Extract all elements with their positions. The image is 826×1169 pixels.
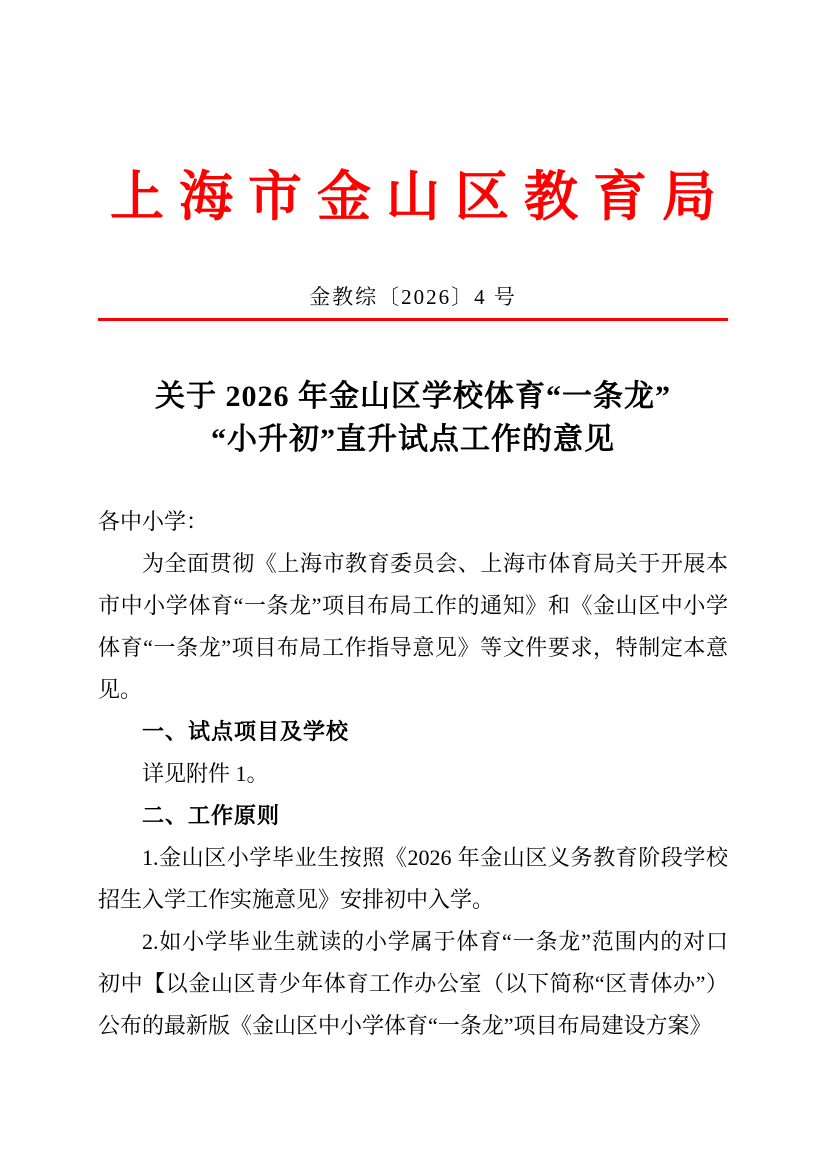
paragraph-intro: 为全面贯彻《上海市教育委员会、上海市体育局关于开展本市中小学体育“一条龙”项目布局工作的通知》和《金山区中小学体育“一条龙”项目布局工作指导意见》等文件要求，特制定本意见。 [98, 551, 728, 702]
heading-section-2: 二、工作原则 [142, 803, 281, 828]
doc-title-line1: 关于 2026 年金山区学校体育“一条龙” [155, 380, 671, 413]
salutation: 各中小学： [98, 509, 209, 534]
document-body [98, 501, 728, 1047]
doc-number: 金教综〔2026〕4 号 [309, 285, 517, 309]
red-separator-line [98, 318, 728, 321]
letterhead-org-name: 上海市金山区教育局 [110, 167, 731, 227]
heading-section-1: 一、试点项目及学校 [142, 719, 350, 744]
document-content [0, 501, 826, 1047]
doc-title [0, 375, 826, 461]
paragraph-rule-1: 1.金山区小学毕业生按照《2026 年金山区义务教育阶段学校招生入学工作实施意见》安排初中入学。 [98, 845, 728, 912]
paragraph-rule-2: 2.如小学毕业生就读的小学属于体育“一条龙”范围内的对口初中【以金山区青少年体育工作办公室（以下简称“区青体办”）公布的最新版《金山区中小学体育“一条龙”项目布局建设方案》 [98, 929, 728, 1038]
paragraph-attachment-ref: 详见附件 1。 [142, 761, 269, 786]
doc-title-line2: “小升初”直升试点工作的意见 [211, 423, 615, 456]
